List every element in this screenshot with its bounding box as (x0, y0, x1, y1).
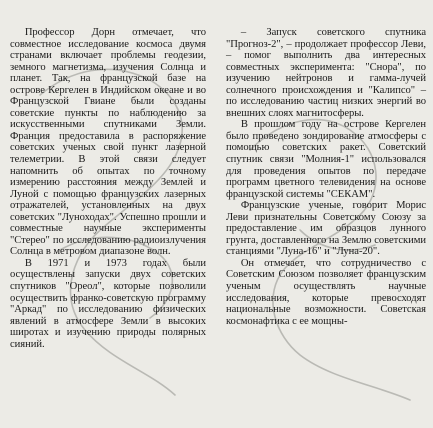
left-column (10, 27, 206, 350)
paragraph: – Запуск советского спутника "Прогноз-2", – продолжает профессор Леви, – помог выполнить два интересных совместных эксперимента: "Снора", по изучению нейтронов и гамма-лучей солнечного происхождения и "Калипсо" – по исследованию частиц низких энергий во внешних слоях магнитосферы. (226, 27, 426, 119)
paragraph: Профессор Дорн отмечает, что совместное исследование космоса двумя странами включает проблемы геодезии, земного магнетизма, изучения Солнца и планет. Так, на французской базе на острове Кергелен в Индийском океане и во Французской Гвиане были созданы советские пункты по наблюдению за искусственными спутниками Земли. Франция предоставила в распоряжение советских ученых свой пункт лазерной телеметрии. В этой связи следует напомнить об опытах по точному измерению расстояния между Землей и Луной с помощью французских лазерных отражателей, установленных на двух советских "Луноходах". Успешно прошли и совместные научные эксперименты "Стерео" по исследованию радиоизлучения Солнца в метровом диапазоне волн. (10, 27, 206, 258)
right-column (226, 27, 426, 327)
paragraph: Он отмечает, что сотрудничество с Советским Союзом позволяет французским ученым осуществлять научные исследования, которые превосходят национальные возможности. Советская космонафтика с ее мощны- (226, 257, 426, 327)
paragraph: В прошлом году на острове Кергелен было проведено зондирование атмосферы с помощью советских ракет. Советский спутник связи "Молния-1" использовался для проведения опытов по передаче программ цветного телевидения на основе французской системы "СЕКАМ". (226, 119, 426, 200)
paragraph: В 1971 и 1973 годах были осуществлены запуски двух советских спутников "Ореол", которые позволили осуществить франко-советскую программу "Аркад" по исследованию физических явлений в атмосфере Земли в высоких широтах и изучению природы полярных сияний. (10, 257, 206, 350)
paragraph: Французские ученые, говорит Морис Леви признательны Советскому Союзу за предоставление им образцов лунного грунта, доставленного на Землю советскими станциями "Луна-16" и "Луна-20". (226, 200, 426, 258)
